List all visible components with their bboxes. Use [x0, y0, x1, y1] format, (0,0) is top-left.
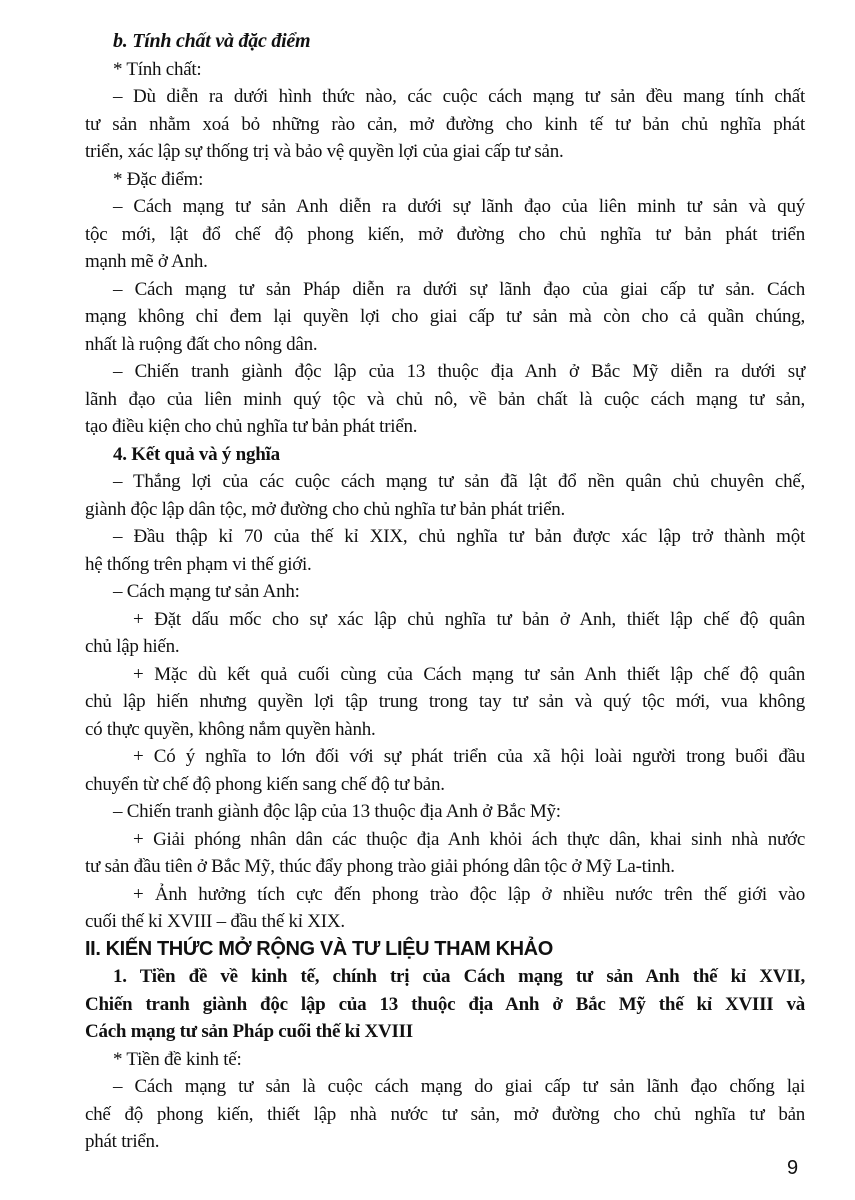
text-line: phát triển. — [85, 1131, 160, 1152]
paragraph-tien-de — [85, 1073, 805, 1156]
text-line: cuối thế kỉ XVIII – đầu thế kỉ XIX. — [85, 911, 345, 932]
section-heading-4: 4. Kết quả và ý nghĩa — [113, 443, 280, 465]
text-line: triển, xác lập sự thống trị và bảo vệ quyền lợi của giai cấp tư sản. — [85, 141, 564, 162]
text-line: – Thắng lợi của các cuộc cách mạng tư sản đã lật đổ nền quân chủ chuyên chế, — [113, 471, 805, 492]
text-line: chế độ phong kiến, thiết lập nhà nước tư sản, mở đường cho chủ nghĩa tư bản — [85, 1103, 805, 1125]
text-line: + Giải phóng nhân dân các thuộc địa Anh khỏi ách thực dân, khai sinh nhà nước — [133, 828, 805, 850]
paragraph-anh1 — [85, 606, 805, 661]
text-line: giành độc lập dân tộc, mở đường cho chủ nghĩa tư bản phát triển. — [85, 498, 566, 520]
paragraph-my1 — [85, 826, 805, 881]
paragraph-dac-diem-phap — [85, 276, 805, 359]
paragraph-anh2 — [85, 661, 805, 744]
text-line: – Dù diễn ra dưới hình thức nào, các cuộc cách mạng tư sản đều mang tính chất — [113, 86, 805, 107]
text-line: + Có ý nghĩa to lớn đối với sự phát triển của xã hội loài người trong buổi đầu — [133, 746, 805, 767]
text-line: tộc mới, lật đổ chế độ phong kiến, mở đường cho chủ nghĩa tư bản phát triển — [85, 223, 805, 245]
paragraph-tinh-chat — [85, 83, 805, 166]
paragraph-kq1 — [85, 468, 805, 523]
text-line: – Đầu thập kỉ 70 của thế kỉ XIX, chủ nghĩa tư bản được xác lập trở thành một — [113, 526, 805, 547]
label-tinh-chat: * Tính chất: — [113, 58, 202, 80]
text-line: mạng không chỉ đem lại quyền lợi cho giai cấp tư sản mà còn cho cả quần chúng, — [85, 306, 805, 327]
label-dac-diem: * Đặc điểm: — [113, 168, 204, 190]
text-line: tạo điều kiện cho chủ nghĩa tư bản phát triển. — [85, 416, 418, 437]
text-line: Cách mạng tư sản Pháp cuối thế kỉ XVIII — [85, 1021, 413, 1042]
label-tien-de: * Tiền đề kinh tế: — [113, 1048, 242, 1070]
text-line: + Đặt dấu mốc cho sự xác lập chủ nghĩa tư bản ở Anh, thiết lập chế độ quân — [133, 608, 805, 630]
text-line: chủ lập hiến nhưng quyền lợi tập trung trong tay tư sản và quý tộc mới, vua không — [85, 691, 805, 712]
text-line: – Chiến tranh giành độc lập của 13 thuộc địa Anh ở Bắc Mỹ diễn ra dưới sự — [113, 361, 805, 382]
text-line: tư sản đầu tiên ở Bắc Mỹ, thúc đẩy phong trào giải phóng dân tộc ở Mỹ La-tinh. — [85, 856, 675, 877]
label-kq4: – Chiến tranh giành độc lập của 13 thuộc địa Anh ở Bắc Mỹ: — [113, 801, 561, 822]
text-line: lãnh đạo của liên minh quý tộc và chủ nô, về bản chất là cuộc cách mạng tư sản, — [85, 388, 805, 410]
paragraph-my2 — [85, 881, 805, 936]
paragraph-dac-diem-anh — [85, 193, 805, 276]
text-line: Chiến tranh giành độc lập của 13 thuộc địa Anh ở Bắc Mỹ thế kỉ XVIII và — [85, 993, 805, 1015]
text-line: có thực quyền, không nắm quyền hành. — [85, 718, 376, 740]
text-line: hệ thống trên phạm vi thế giới. — [85, 553, 312, 575]
text-line: tư sản nhằm xoá bỏ những rào cản, mở đường cho kinh tế tư bản chủ nghĩa phát — [85, 113, 805, 135]
text-line: chuyển từ chế độ phong kiến sang chế độ tư bản. — [85, 773, 445, 795]
section-heading-II: II. KIẾN THỨC MỞ RỘNG VÀ TƯ LIỆU THAM KHẢO — [85, 937, 553, 960]
text-line: – Cách mạng tư sản Pháp diễn ra dưới sự lãnh đạo của giai cấp tư sản. Cách — [113, 278, 805, 300]
paragraph-dac-diem-my — [85, 358, 805, 441]
paragraph-kq2 — [85, 523, 805, 578]
paragraph-anh3 — [85, 743, 805, 798]
text-line: + Mặc dù kết quả cuối cùng của Cách mạng tư sản Anh thiết lập chế độ quân — [133, 663, 805, 685]
text-line: chủ lập hiến. — [85, 636, 180, 657]
text-line: – Cách mạng tư sản là cuộc cách mạng do giai cấp tư sản lãnh đạo chống lại — [113, 1076, 805, 1097]
subheading-1 — [85, 963, 805, 1046]
text-line: + Ảnh hưởng tích cực đến phong trào độc lập ở nhiều nước trên thế giới vào — [133, 883, 805, 905]
text-line: mạnh mẽ ở Anh. — [85, 251, 208, 272]
page-body — [85, 28, 805, 1156]
text-line: nhất là ruộng đất cho nông dân. — [85, 333, 318, 355]
page-number: 9 — [787, 1157, 799, 1179]
text-line: – Cách mạng tư sản Anh diễn ra dưới sự lãnh đạo của liên minh tư sản và quý — [113, 196, 805, 217]
section-heading-b: b. Tính chất và đặc điểm — [113, 30, 311, 52]
label-kq3: – Cách mạng tư sản Anh: — [113, 581, 300, 602]
text-line: 1. Tiền đề về kinh tế, chính trị của Cách mạng tư sản Anh thế kỉ XVII, — [113, 966, 805, 987]
